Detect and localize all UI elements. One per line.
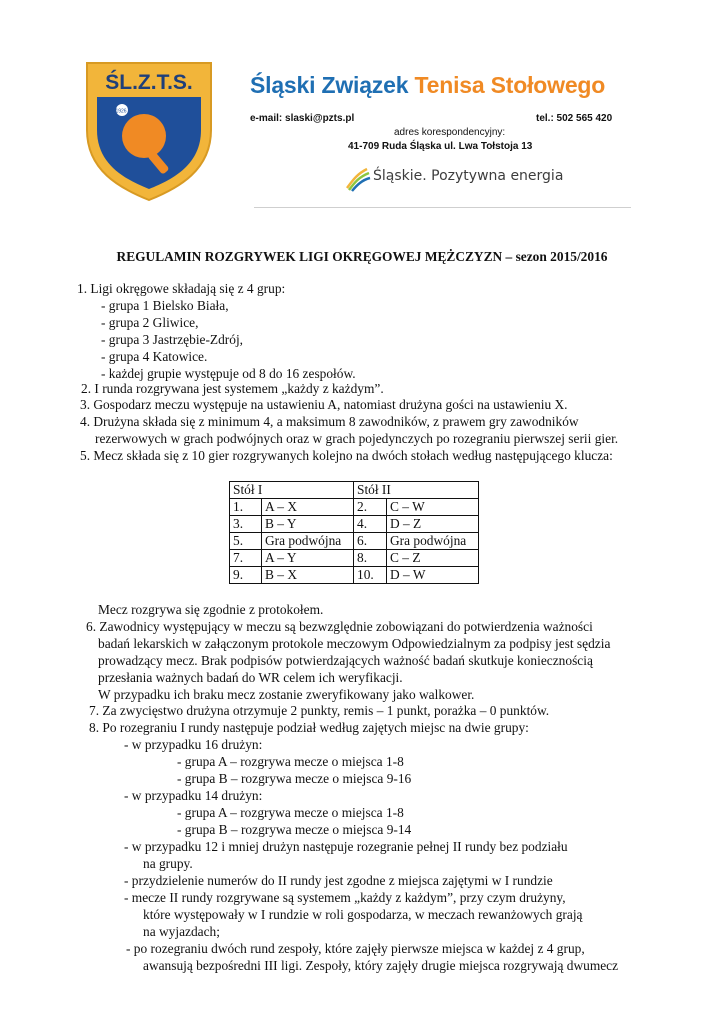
table-cell: D – Z <box>387 516 479 533</box>
table-cell: 8. <box>354 550 387 567</box>
partner-brand: Śląskie. <box>373 168 427 184</box>
table-cell: C – Z <box>387 550 479 567</box>
partner-slogan <box>373 168 563 184</box>
text-line: 8. Po rozegraniu I rundy następuje podział według zajętych miejsc na dwie grupy: <box>89 720 529 735</box>
text-line: które występowały w I rundzie w roli gospodarza, w meczach rewanżowych grają <box>143 907 583 922</box>
text-line: 7. Za zwycięstwo drużyna otrzymuje 2 punkty, remis – 1 punkt, porażka – 0 punktów. <box>89 703 550 718</box>
slzts-logo <box>84 60 214 203</box>
text-line: prowadzący mecz. Brak podpisów potwierdzających ważność badań skutkuje koniecznością <box>98 653 593 668</box>
text-line: - przydzielenie numerów do II rundy jest zgodne z miejsca zajętymi w I rundzie <box>124 873 553 888</box>
text-line: - grupa 3 Jastrzębie-Zdrój, <box>101 332 244 347</box>
email-text: e-mail: slaski@pzts.pl <box>250 113 355 124</box>
text-line: 3. Gospodarz meczu występuje na ustawieniu A, natomiast drużyna gości na ustawieniu X. <box>80 397 568 412</box>
table-cell: 3. <box>230 516 262 533</box>
table-cell: Gra podwójna <box>262 533 354 550</box>
organization-name <box>250 72 605 99</box>
text-line: - w przypadku 16 drużyn: <box>124 737 263 752</box>
phone-text: tel.: 502 565 420 <box>536 113 613 124</box>
table-cell: B – Y <box>262 516 354 533</box>
logo-text: ŚL.Z.T.S. <box>105 71 193 94</box>
table-cell: 7. <box>230 550 262 567</box>
table-cell: 9. <box>230 567 262 584</box>
table-cell: Stół II <box>354 482 479 499</box>
text-line: przesłania ważnych badań do WR celem ich weryfikacji. <box>98 670 403 685</box>
text-line: - w przypadku 14 drużyn: <box>124 788 263 803</box>
table-cell: 1. <box>230 499 262 516</box>
text-line: - grupa A – rozgrywa mecze o miejsca 1-8 <box>177 754 404 769</box>
text-line: 1. Ligi okręgowe składają się z 4 grup: <box>77 281 286 296</box>
address-label: adres korespondencyjny: <box>394 127 506 138</box>
partner-slogan-text: Pozytywna energia <box>426 168 564 184</box>
table-cell: A – Y <box>262 550 354 567</box>
text-line: - mecze II rundy rozgrywane są systemem „każdy z każdym”, przy czym drużyny, <box>124 890 566 905</box>
text-line: badań lekarskich w załączonym protokole meczowym Odpowiedzialnym za podpisy jest sędzia <box>98 636 611 651</box>
text-line: - każdej grupie występuje od 8 do 16 zespołów. <box>101 366 356 381</box>
logo-year: 1926 <box>115 108 127 115</box>
game-key-table <box>229 481 479 584</box>
wave-icon <box>345 166 371 192</box>
text-line: - grupa 2 Gliwice, <box>101 315 199 330</box>
address-text: 41-709 Ruda Śląska ul. Lwa Tołstoja 13 <box>348 141 533 152</box>
table-cell: 2. <box>354 499 387 516</box>
text-line: - po rozegraniu dwóch rund zespoły, które zajęły pierwsze miejsca w każdej z 4 grup, <box>126 941 585 956</box>
text-line: na wyjazdach; <box>143 924 220 939</box>
table-cell: B – X <box>262 567 354 584</box>
table-cell: C – W <box>387 499 479 516</box>
partner-logo <box>345 166 564 192</box>
text-line: - grupa B – rozgrywa mecze o miejsca 9-16 <box>177 771 412 786</box>
table-row <box>230 482 479 499</box>
text-line: - grupa A – rozgrywa mecze o miejsca 1-8 <box>177 805 404 820</box>
table-cell: Gra podwójna <box>387 533 479 550</box>
text-line: 2. I runda rozgrywana jest systemem „każdy z każdym”. <box>81 381 384 396</box>
org-name-part1: Śląski Związek <box>250 72 409 98</box>
text-line: 4. Drużyna składa się z minimum 4, a maksimum 8 zawodników, z prawem gry zawodników <box>80 414 579 429</box>
document-title: REGULAMIN ROZGRYWEK LIGI OKRĘGOWEJ MĘŻCZYZN – sezon 2015/2016 <box>116 249 608 264</box>
table-cell: D – W <box>387 567 479 584</box>
org-name-part2: Tenisa Stołowego <box>414 72 606 98</box>
text-line: - w przypadku 12 i mniej drużyn następuje rozegranie pełnej II rundy bez podziału <box>124 839 568 854</box>
table-cell: 4. <box>354 516 387 533</box>
table-row <box>230 516 479 533</box>
header-divider <box>254 207 631 208</box>
text-line: awansują bezpośredni III ligi. Zespoły, który zajęły drugie miejsca rozgrywają dwumecz <box>143 958 619 973</box>
table-row <box>230 533 479 550</box>
text-line: rezerwowych w grach podwójnych oraz w grach pojedynczych po rozegraniu pierwszej serii gier. <box>95 431 619 446</box>
text-line: - grupa 1 Bielsko Biała, <box>101 298 229 313</box>
table-cell: 10. <box>354 567 387 584</box>
table-cell: 5. <box>230 533 262 550</box>
table-row <box>230 499 479 516</box>
text-line: na grupy. <box>143 856 193 871</box>
table-cell: Stół I <box>230 482 354 499</box>
text-line: - grupa B – rozgrywa mecze o miejsca 9-14 <box>177 822 412 837</box>
text-line: - grupa 4 Katowice. <box>101 349 208 364</box>
text-line: W przypadku ich braku mecz zostanie zweryfikowany jako walkower. <box>98 687 475 702</box>
table-row <box>230 550 479 567</box>
table-cell: A – X <box>262 499 354 516</box>
text-line: 6. Zawodnicy występujący w meczu są bezwzględnie zobowiązani do potwierdzenia ważności <box>86 619 593 634</box>
text-line: Mecz rozgrywa się zgodnie z protokołem. <box>98 602 324 617</box>
text-line: 5. Mecz składa się z 10 gier rozgrywanych kolejno na dwóch stołach według następującego klucza: <box>80 448 613 463</box>
table-cell: 6. <box>354 533 387 550</box>
table-row <box>230 567 479 584</box>
